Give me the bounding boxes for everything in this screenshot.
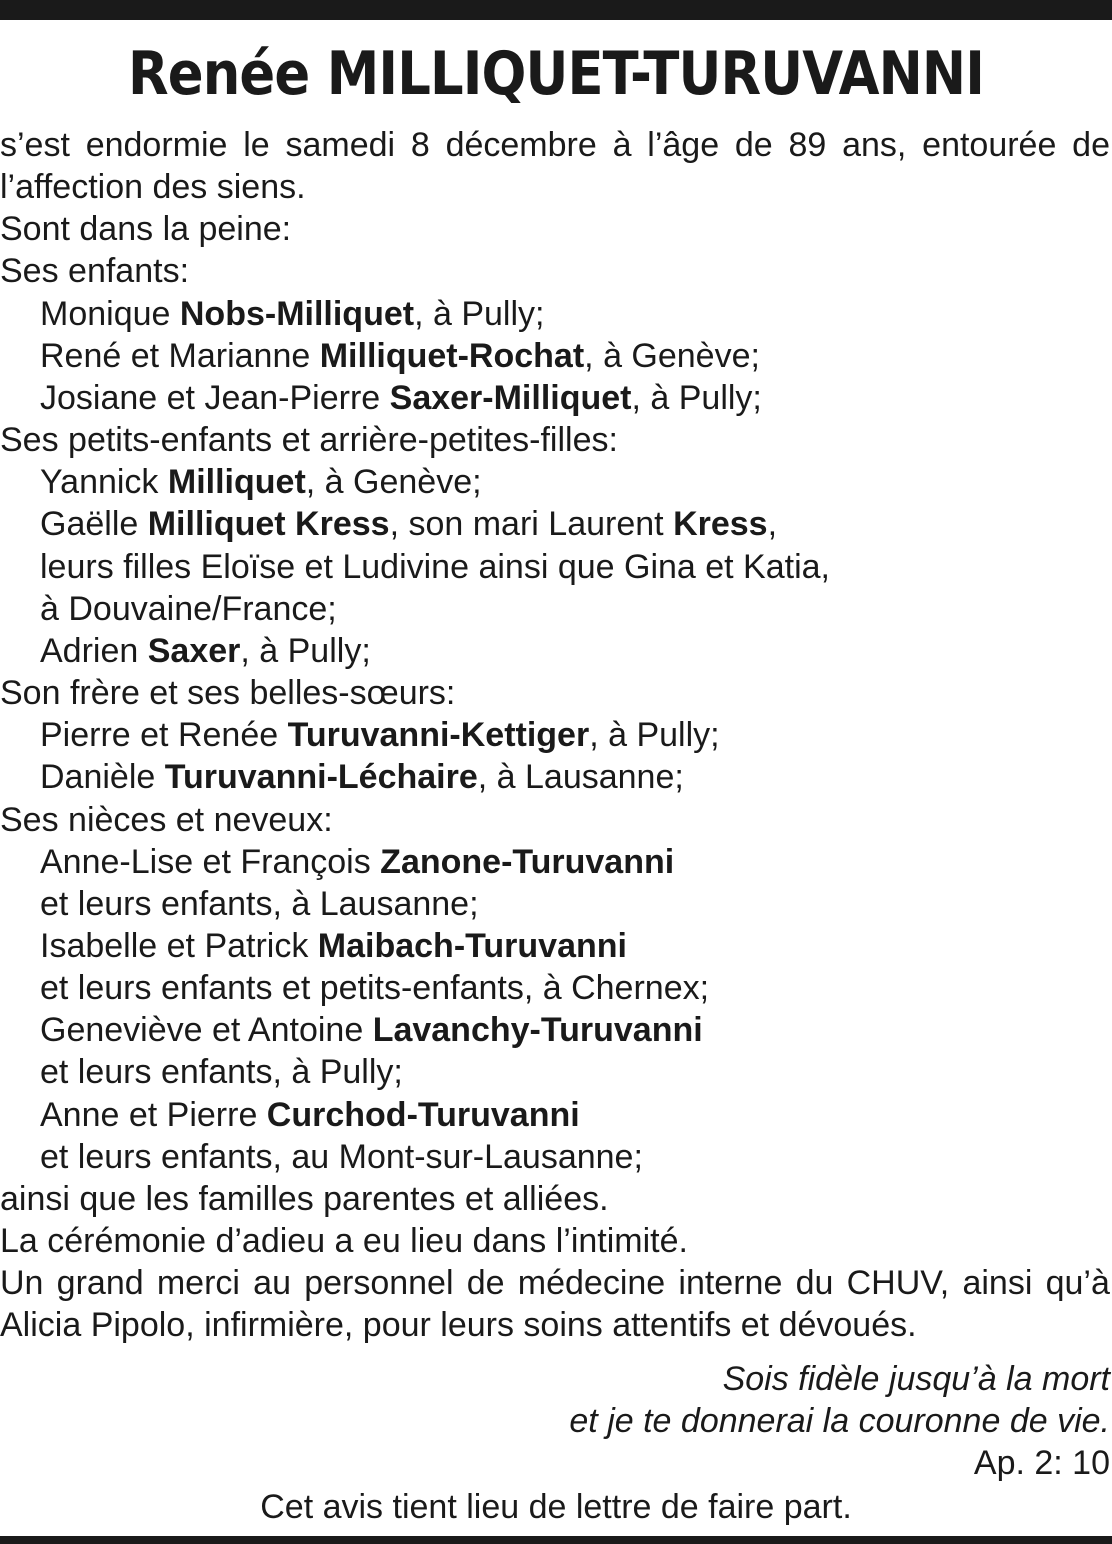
sont-dans-la-peine: Sont dans la peine: <box>0 210 292 249</box>
petit-enfant-entry: Yannick Milliquet, à Genève; <box>40 463 482 502</box>
bible-verse <box>410 1358 1110 1484</box>
enfants-heading: Ses enfants: <box>0 252 190 291</box>
word: ainsi <box>962 1264 1033 1303</box>
familles-line: ainsi que les familles parentes et alliées. <box>0 1179 609 1218</box>
word: médecine <box>517 1264 666 1303</box>
family-name: Nobs-Milliquet <box>179 294 415 333</box>
family-name: Milliquet <box>167 463 306 502</box>
word: qu’à <box>1045 1264 1110 1303</box>
ceremonie-line: La cérémonie d’adieu a eu lieu dans l’intimité. <box>0 1222 688 1261</box>
frere-entry: Pierre et Renée Turuvanni-Kettiger, à Pully; <box>40 716 720 755</box>
frere-heading: Son frère et ses belles-sœurs: <box>0 674 456 713</box>
word: 8 <box>410 126 430 164</box>
deceased-name: Renée MILLIQUET-TURUVANNI <box>127 39 984 109</box>
word: le <box>243 126 270 164</box>
niece-continuation: et leurs enfants et petits-enfants, à Chernex; <box>40 969 710 1008</box>
verse-reference: Ap. 2: 10 <box>973 1444 1110 1482</box>
petit-enfant-continuation: leurs filles Eloïse et Ludivine ainsi que Gina et Katia, <box>40 547 831 586</box>
family-name: Lavanchy-Turuvanni <box>372 1011 703 1050</box>
word: samedi <box>285 126 396 164</box>
bottom-rule <box>0 1536 1112 1544</box>
petit-enfant-entry: Gaëlle Milliquet Kress, son mari Laurent Kress, <box>40 505 778 544</box>
notice-body <box>0 124 1110 1347</box>
enfant-entry: Monique Nobs-Milliquet, à Pully; <box>40 294 545 333</box>
word: endormie <box>85 126 228 164</box>
family-name: Maibach-Turuvanni <box>317 926 627 965</box>
word: merci <box>156 1264 240 1303</box>
word: interne <box>678 1264 783 1303</box>
nieces-heading: Ses nièces et neveux: <box>0 800 333 839</box>
family-name: Milliquet-Rochat <box>319 336 585 375</box>
family-name: Milliquet Kress <box>147 505 390 544</box>
merci-line-2: Alicia Pipolo, infirmière, pour leurs soins attentifs et dévoués. <box>0 1306 917 1345</box>
niece-entry: Isabelle et Patrick Maibach-Turuvanni <box>40 926 627 965</box>
verse-line-1: Sois fidèle jusqu’à la mort <box>722 1360 1110 1398</box>
enfant-entry: Josiane et Jean-Pierre Saxer-Milliquet, à Pully; <box>40 378 762 417</box>
enfant-entry: René et Marianne Milliquet-Rochat, à Genève; <box>40 336 760 375</box>
word: personnel <box>304 1264 454 1303</box>
family-name: Saxer-Milliquet <box>389 378 632 417</box>
petit-enfant-entry: Adrien Saxer, à Pully; <box>40 631 371 670</box>
word: de <box>466 1264 505 1303</box>
top-rule <box>0 0 1112 20</box>
word: 89 <box>788 126 827 164</box>
word: l’âge <box>647 126 720 164</box>
word: de <box>1072 126 1110 164</box>
closing-line: Cet avis tient lieu de lettre de faire part. <box>260 1488 852 1526</box>
intro-line-2: l’affection des siens. <box>0 168 306 207</box>
petits-enfants-heading: Ses petits-enfants et arrière-petites-filles: <box>0 421 618 460</box>
verse-line-2: et je te donnerai la couronne de vie. <box>569 1402 1110 1440</box>
family-name: Turuvanni-Léchaire <box>164 758 478 797</box>
word: au <box>253 1264 291 1303</box>
family-name: Kress <box>673 505 768 544</box>
word: à <box>612 126 632 164</box>
word: entourée <box>922 126 1057 164</box>
frere-entry: Danièle Turuvanni-Léchaire, à Lausanne; <box>40 758 684 797</box>
family-name: Turuvanni-Kettiger <box>287 716 590 755</box>
niece-entry: Anne-Lise et François Zanone-Turuvanni <box>40 842 675 881</box>
word: décembre <box>445 126 597 164</box>
word: de <box>734 126 773 164</box>
word: s’est <box>0 126 70 164</box>
niece-continuation: et leurs enfants, à Pully; <box>40 1053 403 1092</box>
family-name: Curchod-Turuvanni <box>266 1095 580 1134</box>
merci-line-1 <box>0 1262 1110 1304</box>
word: Un <box>0 1264 44 1303</box>
word: grand <box>56 1264 144 1303</box>
niece-continuation: et leurs enfants, à Lausanne; <box>40 884 479 923</box>
word: ans, <box>842 126 907 164</box>
niece-entry: Geneviève et Antoine Lavanchy-Turuvanni <box>40 1011 703 1050</box>
family-name: Zanone-Turuvanni <box>380 842 675 881</box>
petit-enfant-continuation: à Douvaine/France; <box>40 589 337 628</box>
word: du <box>795 1264 834 1303</box>
family-name: Saxer <box>147 631 241 670</box>
intro-line-1 <box>0 124 1110 166</box>
niece-entry: Anne et Pierre Curchod-Turuvanni <box>40 1095 580 1134</box>
word: CHUV, <box>846 1264 950 1303</box>
niece-continuation: et leurs enfants, au Mont-sur-Lausanne; <box>40 1137 643 1176</box>
